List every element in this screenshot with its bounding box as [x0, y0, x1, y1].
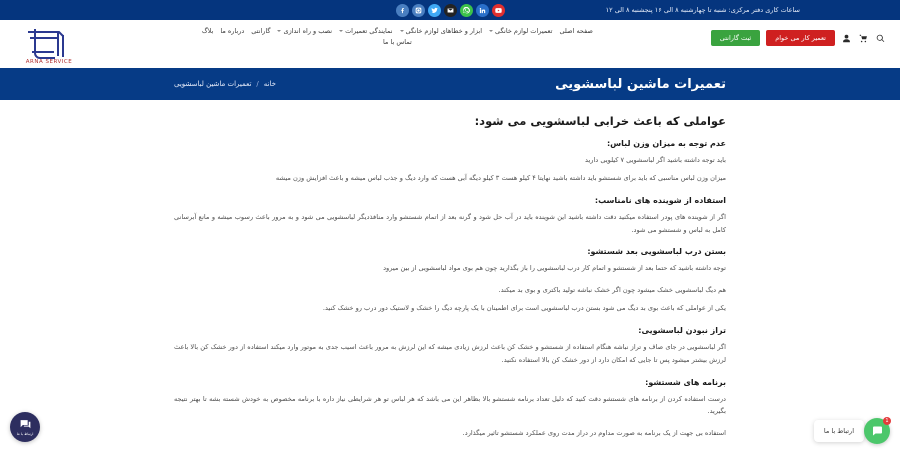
chevron-down-icon: [277, 30, 281, 32]
section-paragraph: میزان وزن لباس مناسبی که باید برای شستشو باید داشته باشید نهایتا ۴ کیلو هست ۳ کیلو دیگه آبی هست که وارد دیگ و جذب لباس میشه و باعث افزایش وزن میشه: [275, 173, 726, 182]
article-section-door: [174, 247, 726, 315]
page-title-band: [0, 68, 900, 100]
article-title: عواملی که باعث خرابی لباسشویی می شود:: [474, 114, 726, 128]
chevron-down-icon: [489, 30, 493, 32]
nav-label: تعمیرات لوازم خانگی: [495, 27, 553, 35]
article-section-programs: [174, 378, 726, 441]
email-icon[interactable]: [444, 4, 457, 17]
nav-item-blog[interactable]: [202, 27, 214, 35]
section-heading: استفاده از شوینده های نامناسب:: [594, 195, 726, 205]
breadcrumb-home-link[interactable]: خانه: [263, 80, 276, 88]
nav-item-home[interactable]: [559, 27, 592, 35]
site-header: [0, 20, 900, 68]
cart-icon[interactable]: [858, 33, 869, 44]
chevron-down-icon: [400, 30, 404, 32]
request-repairman-button[interactable]: تعمیر کار می خوام: [766, 30, 835, 46]
section-paragraph: باید توجه داشته باشید اگر لباسشویی ۷ کیلویی دارید: [584, 156, 726, 164]
chat-unread-badge: 1: [883, 417, 891, 425]
section-paragraph: هم دیگ لباسشویی خشک میشود چون اگر خشک نباشه تولید باکتری و بوی بد میکند.: [498, 286, 726, 295]
section-paragraph: اگر لباسشویی در جای صاف و تراز نباشه هنگام استفاده از شستشو و خشک کن باعث لرزش زیادی میشه که این لرزش به مرور باعث اسیب جدی به موتور وارد میکند استفاده از دور خشک کن بالا باعث لرزش بیشتر میشود پس تا جایی که امکان دارد از دور خشک کن بالا استفاده نکنید.: [174, 342, 726, 364]
office-hours-text: ساعات کاری دفتر مرکزی: شنبه تا چهارشنبه ۸ الی ۱۶ پنجشنبه ۸ الی ۱۲: [605, 6, 800, 14]
left-chat-widget-button[interactable]: [10, 412, 40, 442]
nav-item-appliance-repairs[interactable]: [489, 27, 552, 35]
article-section-detergent: [174, 196, 726, 237]
nav-item-contact-us[interactable]: [383, 38, 412, 46]
nav-label: نمایندگی تعمیرات: [345, 27, 393, 35]
nav-label: گارانتی: [251, 27, 271, 35]
page-title: تعمیرات ماشین لباسشویی: [555, 76, 726, 92]
nav-row-primary: [202, 27, 593, 35]
chat-icon: [871, 425, 883, 437]
site-logo[interactable]: [14, 22, 84, 66]
register-warranty-button[interactable]: ثبت گارانتی: [711, 30, 760, 46]
right-chat-widget: [820, 418, 890, 444]
nav-item-warranty[interactable]: [251, 27, 270, 35]
left-chat-label: ارتباط با ما: [16, 432, 34, 436]
chat-open-button[interactable]: [864, 418, 890, 444]
article-section-leveling: [174, 326, 726, 367]
svg-text:ARNA SERVICE: ARNA SERVICE: [25, 59, 73, 65]
section-paragraph: درست استفاده کردن از برنامه های شستشو دقت کنید که دلیل تعداد برنامه شستشو بالا بظاهر این می باشد که هر لباس تو هر شرایطی نیاز داره با برنامه مخصوص به خودش شسته بشه تا بهتر نتیجه بگیرید.: [174, 394, 726, 416]
nav-label: بلاگ: [201, 27, 214, 35]
section-heading: عدم توجه به میزان وزن لباس:: [606, 139, 726, 148]
main-navigation: [84, 20, 711, 46]
account-icon[interactable]: [841, 33, 852, 44]
breadcrumb: [174, 80, 276, 88]
chat-contact-label[interactable]: ارتباط با ما: [814, 420, 864, 442]
nav-item-tools-and-errors[interactable]: [400, 27, 483, 35]
twitter-icon[interactable]: [428, 4, 441, 17]
top-utility-bar: [0, 0, 900, 20]
facebook-icon[interactable]: [396, 4, 409, 17]
nav-item-repair-agency[interactable]: [339, 27, 392, 35]
article-content: [0, 100, 900, 452]
youtube-icon[interactable]: [492, 4, 505, 17]
nav-row-secondary: [383, 38, 412, 46]
nav-label: ابزار و خطاهای لوازم خانگی: [405, 27, 483, 35]
section-heading: بستن درب لباسشویی بعد شستشو:: [587, 247, 726, 257]
whatsapp-icon[interactable]: [460, 4, 473, 17]
nav-item-installation[interactable]: [277, 27, 332, 35]
linkedin-icon[interactable]: [476, 4, 489, 17]
arna-service-logo-icon: [19, 23, 79, 65]
section-heading: تراز نبودن لباسشویی:: [638, 325, 726, 335]
breadcrumb-current: تعمیرات ماشین لباسشویی: [174, 80, 252, 88]
breadcrumb-separator: /: [256, 80, 259, 88]
nav-label: نصب و راه اندازی: [283, 27, 333, 35]
section-paragraph: استفاده بی جهت از یک برنامه به صورت مداوم در دراز مدت روی عملکرد شستشو تاثیر میگذارد.: [462, 429, 726, 438]
section-paragraph: اگر از شوینده های پودر استفاده میکنید دقت داشته باشید این شوینده باید در آب حل شود و گرنه بعد از اتمام شستشو وارد منافذدیگر لباسشویی می شود و به مرور باعث رسوب میشه و مانع آبرسانی کامل به لباس و شستشو می شود.: [174, 212, 726, 234]
section-heading: برنامه های شستشو:: [645, 377, 726, 387]
chevron-down-icon: [339, 30, 343, 32]
nav-label: درباره ما: [220, 27, 245, 35]
nav-item-about-us[interactable]: [220, 27, 244, 35]
nav-label: تماس با ما: [382, 38, 412, 46]
nav-label: صفحه اصلی: [559, 27, 593, 35]
search-icon[interactable]: [875, 33, 886, 44]
header-actions: [711, 20, 886, 46]
section-paragraph: توجه داشته باشید که حتما بعد از شستشو و اتمام کار درب لباسشویی را باز بگذارید چون هم بوی مواد لباسشویی از بین میرود: [383, 264, 726, 273]
section-paragraph: یکی از عواملی که باعث بوی بد دیگ می شود بستن درب لباسشویی است برای اطمینان با یک پارچه دیگ را خشک و لاستیک دور درب رو خشک کنید.: [322, 304, 726, 313]
article-section-weight: [174, 139, 726, 185]
instagram-icon[interactable]: [412, 4, 425, 17]
chat-bubbles-icon: [19, 418, 32, 431]
